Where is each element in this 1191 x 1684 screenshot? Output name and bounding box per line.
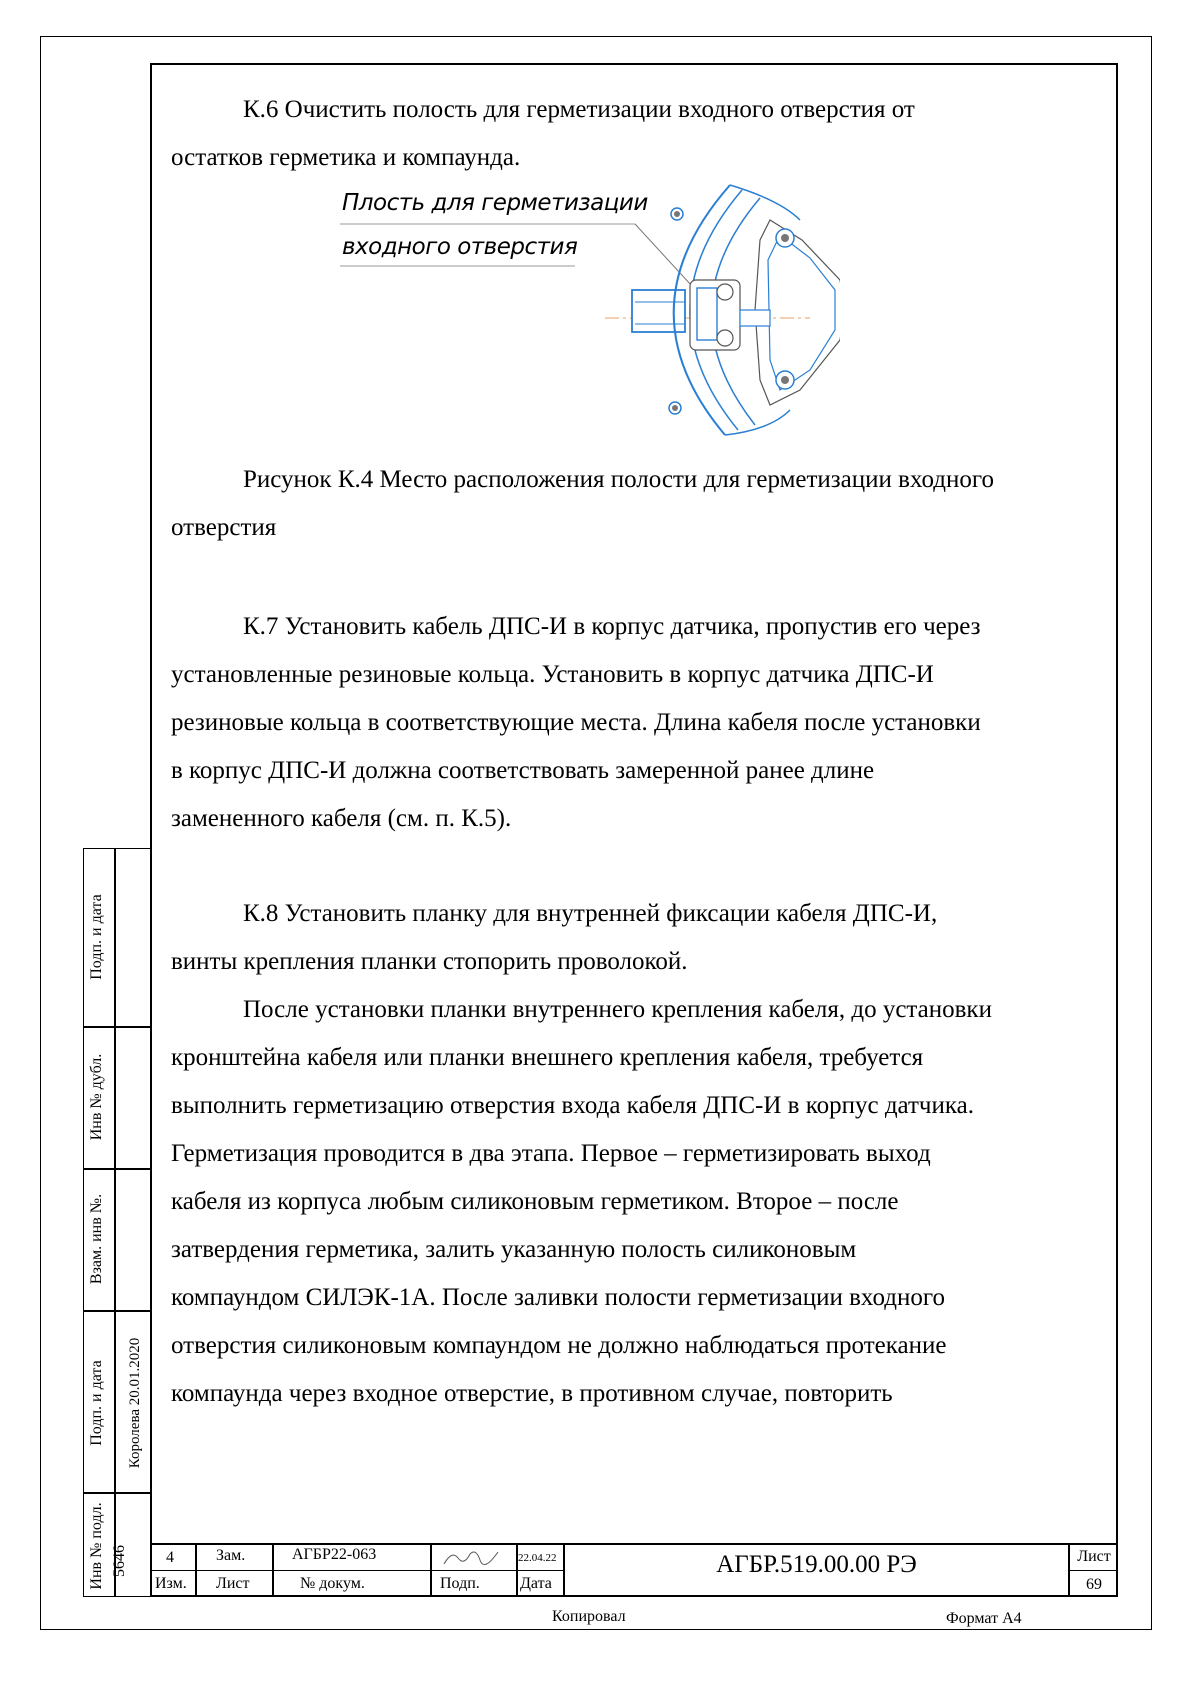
signature-icon	[440, 1544, 510, 1568]
text-line: резиновые кольца в соответствующие места. Длина кабеля после установки	[171, 709, 981, 736]
text-line: установленные резиновые кольца. Установить в корпус датчика ДПС-И	[171, 661, 934, 688]
text-line: После установки планки внутреннего крепления кабеля, до установки	[243, 996, 992, 1023]
signature-date: 22.04.22	[518, 1552, 557, 1564]
sidebar-label-podp-data: Подп. и дата	[88, 894, 105, 980]
header-izm: Изм.	[155, 1575, 187, 1592]
text-line: кабеля из корпуса любым силиконовым герметиком. Второе – после	[171, 1188, 899, 1215]
change-number: 4	[166, 1549, 174, 1566]
change-type: Зам.	[216, 1547, 246, 1564]
paragraph-k6	[171, 86, 1101, 182]
sheet-label: Лист	[1077, 1548, 1111, 1565]
text-line: в корпус ДПС-И должна соответствовать замеренной ранее длине	[171, 757, 875, 784]
sidebar-label-inv-podl: Инв № подл.	[88, 1502, 105, 1590]
sidebar-label-vzam-inv: Взам. инв №.	[88, 1193, 105, 1285]
text-line: винты крепления планки стопорить проволокой.	[171, 948, 688, 975]
footer-format: Формат А4	[946, 1610, 1022, 1627]
text-line: отверстия	[171, 514, 277, 541]
sidebar-label-inv-dubl: Инв № дубл.	[88, 1053, 105, 1141]
callout-text-line-2: входного отверстия	[342, 234, 578, 260]
text-line: компаундом СИЛЭК-1А. После заливки полости герметизации входного	[171, 1284, 945, 1311]
figure-caption	[171, 456, 1101, 552]
text-line: кронштейна кабеля или планки внешнего крепления кабеля, требуется	[171, 1044, 924, 1071]
paragraph-k8	[171, 890, 1101, 1418]
text-line: замененного кабеля (см. п. К.5).	[171, 805, 512, 832]
sidebar-podp-value: Королева 20.01.2020	[127, 1337, 143, 1469]
sidebar-label-podp-data-2: Подп. и дата	[88, 1360, 105, 1446]
footer-copied: Копировал	[552, 1608, 626, 1625]
header-podp: Подп.	[440, 1575, 480, 1592]
header-data: Дата	[520, 1575, 552, 1592]
sheet-number: 69	[1086, 1576, 1102, 1593]
text-line: остатков герметика и компаунда.	[171, 144, 521, 171]
text-line: компаунда через входное отверстие, в противном случае, повторить	[171, 1380, 893, 1407]
text-line: Рисунок К.4 Место расположения полости для герметизации входного	[243, 466, 995, 493]
text-line: К.8 Установить планку для внутренней фиксации кабеля ДПС-И,	[243, 900, 938, 927]
text-line: К.7 Установить кабель ДПС-И в корпус датчика, пропустив его через	[243, 613, 981, 640]
sidebar-inv-podl-value: 5646	[111, 1545, 128, 1577]
callout-text-line-1: Плость для герметизации	[342, 190, 648, 216]
paragraph-k7	[171, 603, 1101, 843]
sensor-drawing	[340, 180, 840, 455]
text-line: К.6 Очистить полость для герметизации входного отверстия от	[243, 96, 915, 123]
header-list: Лист	[216, 1575, 250, 1592]
figure-k4	[340, 180, 840, 455]
text-line: отверстия силиконовым компаундом не должно наблюдаться протекание	[171, 1332, 947, 1359]
document-number: АГБР22-063	[292, 1546, 377, 1563]
text-line: Герметизация проводится в два этапа. Первое – герметизировать выход	[171, 1140, 931, 1167]
header-dokum: № докум.	[300, 1575, 365, 1592]
document-designation: АГБР.519.00.00 РЭ	[716, 1551, 917, 1578]
cable	[632, 290, 685, 332]
text-line: выполнить герметизацию отверстия входа кабеля ДПС-И в корпус датчика.	[171, 1092, 974, 1119]
text-line: затвердения герметика, залить указанную полость силиконовым	[171, 1236, 857, 1263]
